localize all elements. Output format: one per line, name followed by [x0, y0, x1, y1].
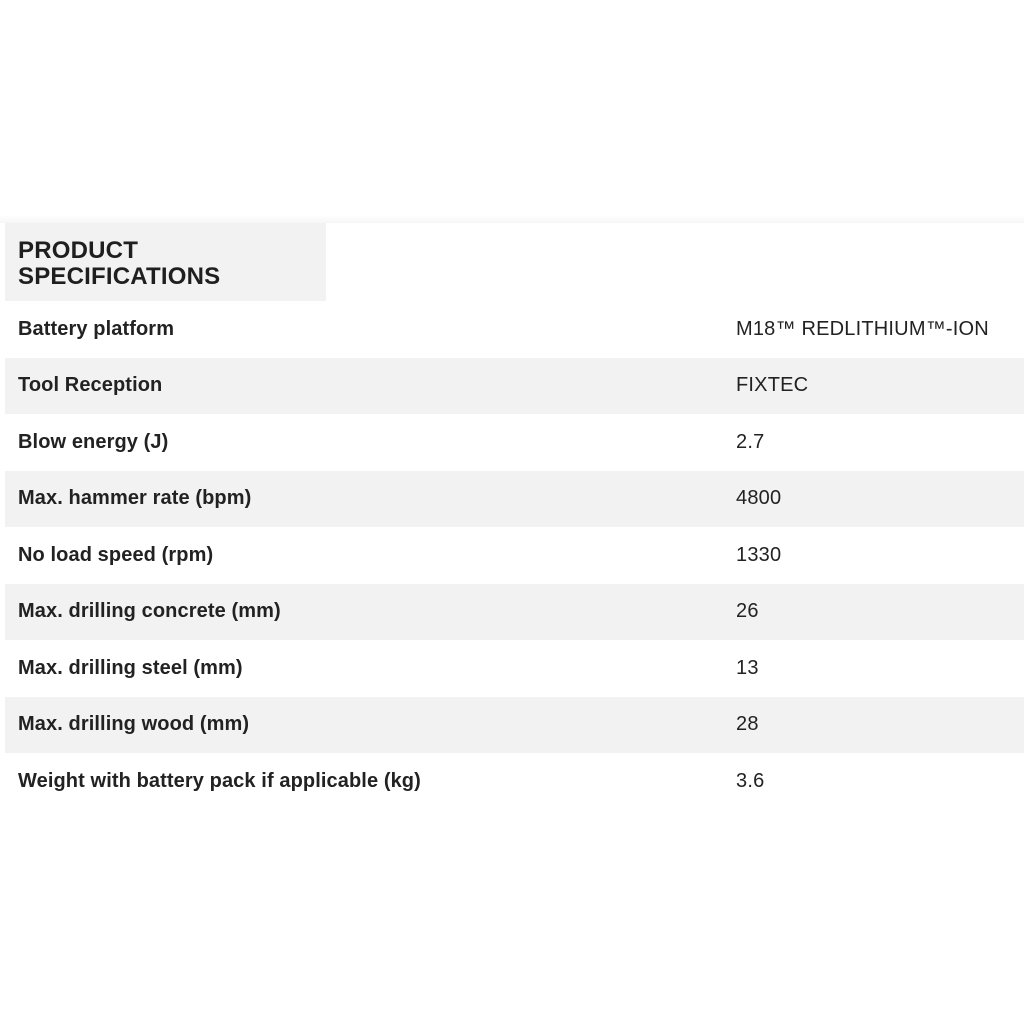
spec-label: Max. hammer rate (bpm): [18, 487, 252, 510]
spec-value: 26: [736, 600, 759, 623]
product-specifications-section: [5, 223, 1024, 810]
spec-value: M18™ REDLITHIUM™-ION: [736, 317, 989, 340]
spec-row-no-load-speed: [5, 527, 1024, 584]
spec-label: No load speed (rpm): [18, 543, 214, 566]
spec-label: Max. drilling wood (mm): [18, 713, 250, 736]
section-top-shadow: [0, 215, 1024, 223]
spec-label: Battery platform: [18, 317, 175, 340]
spec-value: 1330: [736, 543, 782, 566]
section-title: PRODUCT SPECIFICATIONS: [18, 237, 221, 290]
spec-label: Weight with battery pack if applicable (kg): [18, 769, 421, 792]
spec-value: 2.7: [736, 430, 765, 453]
spec-row-blow-energy: [5, 414, 1024, 471]
spec-row-drilling-concrete: [5, 584, 1024, 641]
spec-value: 3.6: [736, 769, 765, 792]
spec-value: 13: [736, 656, 759, 679]
spec-label: Max. drilling concrete (mm): [18, 600, 281, 623]
spec-value: 4800: [736, 487, 782, 510]
spec-label: Max. drilling steel (mm): [18, 656, 243, 679]
spec-row-tool-reception: [5, 358, 1024, 415]
spec-row-hammer-rate: [5, 471, 1024, 528]
spec-row-weight: [5, 753, 1024, 810]
spec-table: [5, 301, 1024, 810]
spec-row-drilling-steel: [5, 640, 1024, 697]
spec-row-drilling-wood: [5, 697, 1024, 754]
spec-row-battery-platform: [5, 301, 1024, 358]
spec-header-box: [5, 223, 326, 301]
spec-value: FIXTEC: [736, 374, 809, 397]
spec-label: Tool Reception: [18, 374, 163, 397]
spec-label: Blow energy (J): [18, 430, 169, 453]
spec-value: 28: [736, 713, 759, 736]
